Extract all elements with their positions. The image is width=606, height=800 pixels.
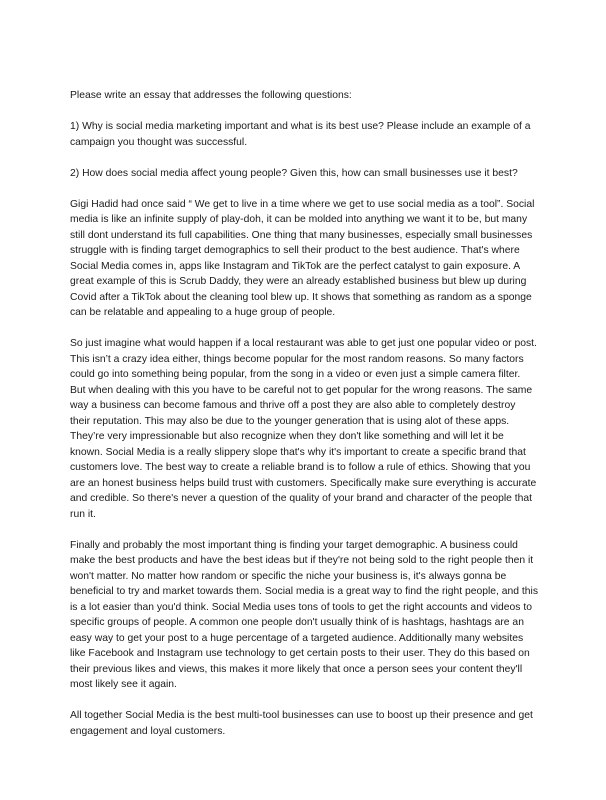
essay-paragraph-1: Gigi Hadid had once said “ We get to live in a time where we get to use social media as a tool”. Social media is like an infinite supply of play-doh, it can be molded into anything we want it to be, but many still dont understand its full capabilities. One thing that many businesses, especially small businesses struggle with is finding target demographics to sell their product to the best audience. That's where Social Media comes in, apps like Instagram and TikTok are the perfect catalyst to gain exposure. A great example of this is Scrub Daddy, they were an already established business but blew up during Covid after a TikTok about the cleaning tool blew up. It shows that something as random as a sponge can be relatable and appealing to a huge group of people. [70,198,535,318]
question-1: 1) Why is social media marketing important and what is its best use? Please include an example of a campaign you thought was successful. [70,121,531,148]
essay-paragraph-4: All together Social Media is the best multi-tool businesses can use to boost up their presence and get engagement and loyal customers. [70,710,533,737]
question-2: 2) How does social media affect young people? Given this, how can small businesses use it best? [70,167,518,179]
essay-paragraph-2: So just imagine what would happen if a local restaurant was able to get just one popular video or post. This isn’t a crazy idea either, things become popular for the most random reasons. So many factors could go into something being popular, from the song in a video or even just a simple camera filter. But when dealing with this you have to be careful not to get popular for the wrong reasons. The same way a business can become famous and thrive off a post they are also able to completely destroy their reputation. This may also be due to the younger generation that is using alot of these apps. They’re very impressionable but also recognize when they don't like something and will let it be known. Social Media is a really slippery slope that's why it's important to create a specific brand that customers love. The best way to create a reliable brand is to follow a rule of ethics. Showing that you are an honest business helps build trust with customers. Specifically make sure everything is accurate and credible. So there's never a question of the quality of your brand and character of the people that run it. [70,338,537,520]
document-body [70,88,538,755]
prompt-intro: Please write an essay that addresses the following questions: [70,90,352,101]
essay-paragraph-3: Finally and probably the most important thing is finding your target demographic. A business could make the best products and have the best ideas but if they're not being sold to the right people then it won't matter. No matter how random or specific the niche your business is, it's always gonna be beneficial to try and market towards them. Social media is a great way to find the right people, and this is a lot easier than you'd think. Social Media uses tons of tools to get the right accounts and videos to specific groups of people. A common one people don't usually think of is hashtags, hashtags are an easy way to get your post to a huge percentage of a targeted audience. Additionally many websites like Facebook and Instagram use technology to get certain posts to their user. They do this based on their previous likes and views, this makes it more likely that once a person sees your content they'll most likely see it again. [70,539,539,690]
